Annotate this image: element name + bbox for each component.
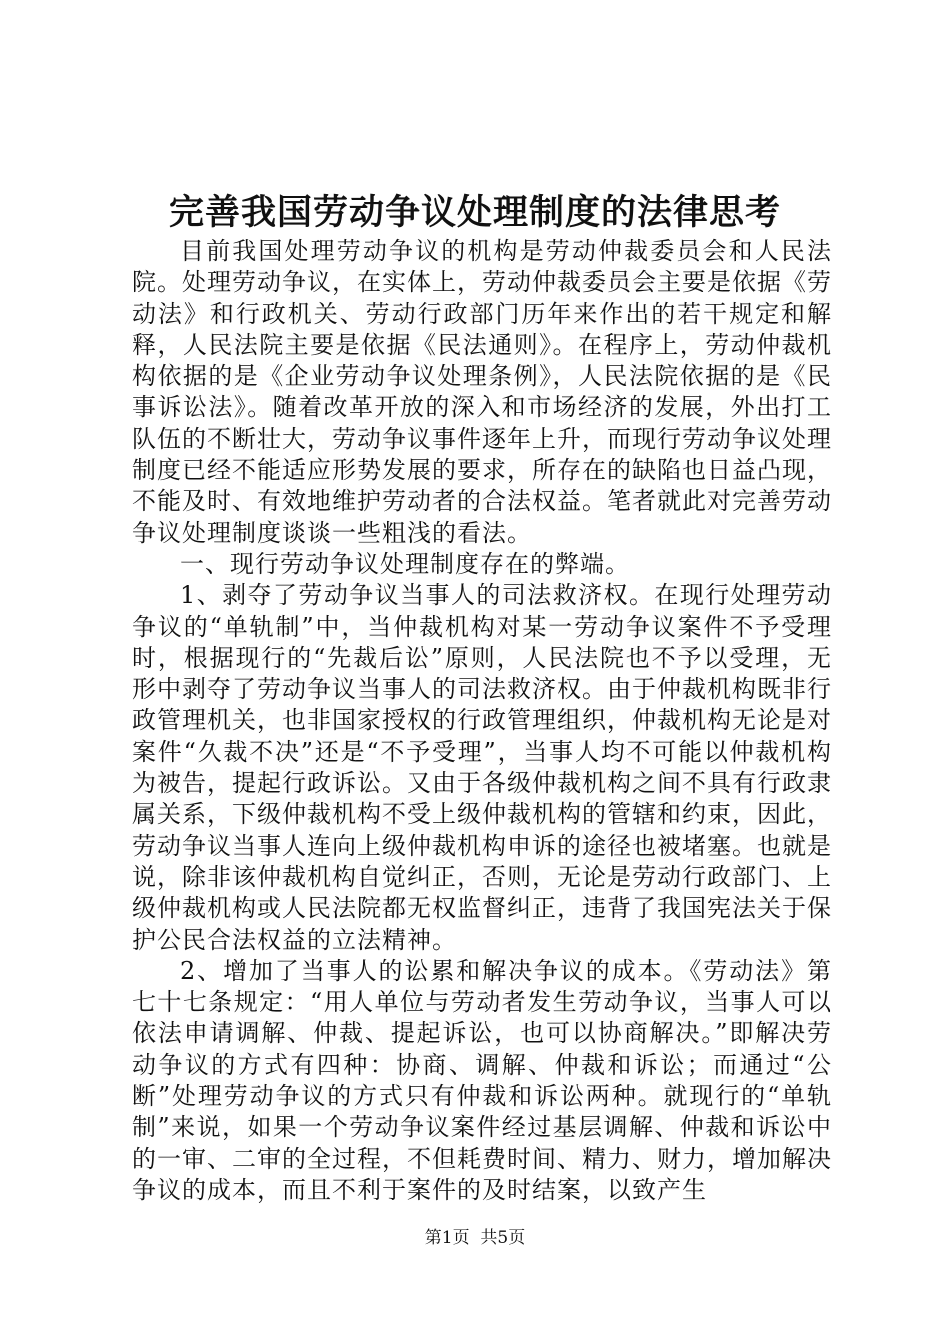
- section-heading: 一、现行劳动争议处理制度存在的弊端。: [180, 549, 630, 578]
- document-body: [132, 236, 832, 1206]
- paragraph-point-1: 1、剥夺了劳动争议当事人的司法救济权。在现行处理劳动争议的“单轨制”中，当仲裁机构对某一劳动争议案件不予受理时，根据现行的“先裁后讼”原则，人民法院也不予以受理，无形中剥夺了劳动争议当事人的司法救济权。由于仲裁机构既非行政管理机关，也非国家授权的行政管理组织，仲裁机构无论是对案件“久裁不决”还是“不予受理”，当事人均不可能以仲裁机构为被告，提起行政诉讼。又由于各级仲裁机构之间不具有行政隶属关系，下级仲裁机构不受上级仲裁机构的管辖和约束，因此，劳动争议当事人连向上级仲裁机构申诉的途径也被堵塞。也就是说，除非该仲裁机构自觉纠正，否则，无论是劳动行政部门、上级仲裁机构或人民法院都无权监督纠正，违背了我国宪法关于保护公民合法权益的立法精神。: [132, 581, 832, 954]
- page-title: 完善我国劳动争议处理制度的法律思考: [168, 192, 781, 233]
- page-number: 第1页 共5页: [424, 1228, 526, 1248]
- paragraph-intro: 目前我国处理劳动争议的机构是劳动仲裁委员会和人民法院。处理劳动争议，在实体上，劳动仲裁委员会主要是依据《劳动法》和行政机关、劳动行政部门历年来作出的若干规定和解释，人民法院主要是依据《民法通则》。在程序上，劳动仲裁机构依据的是《企业劳动争议处理条例》，人民法院依据的是《民事诉讼法》。随着改革开放的深入和市场经济的发展，外出打工队伍的不断壮大，劳动争议事件逐年上升，而现行劳动争议处理制度已经不能适应形势发展的要求，所存在的缺陷也日益凸现，不能及时、有效地维护劳动者的合法权益。笔者就此对完善劳动争议处理制度谈谈一些粗浅的看法。: [132, 237, 832, 547]
- paragraph-point-2: 2、增加了当事人的讼累和解决争议的成本。《劳动法》第七十七条规定：“用人单位与劳动者发生劳动争议，当事人可以依法申请调解、仲裁、提起诉讼，也可以协商解决。”即解决劳动争议的方式有四种：协商、调解、仲裁和诉讼；而通过“公断”处理劳动争议的方式只有仲裁和诉讼两种。就现行的“单轨制”来说，如果一个劳动争议案件经过基层调解、仲裁和诉讼中的一审、二审的全过程，不但耗费时间、精力、财力，增加解决争议的成本，而且不利于案件的及时结案，以致产生: [132, 956, 832, 1204]
- page-footer: [0, 1226, 950, 1250]
